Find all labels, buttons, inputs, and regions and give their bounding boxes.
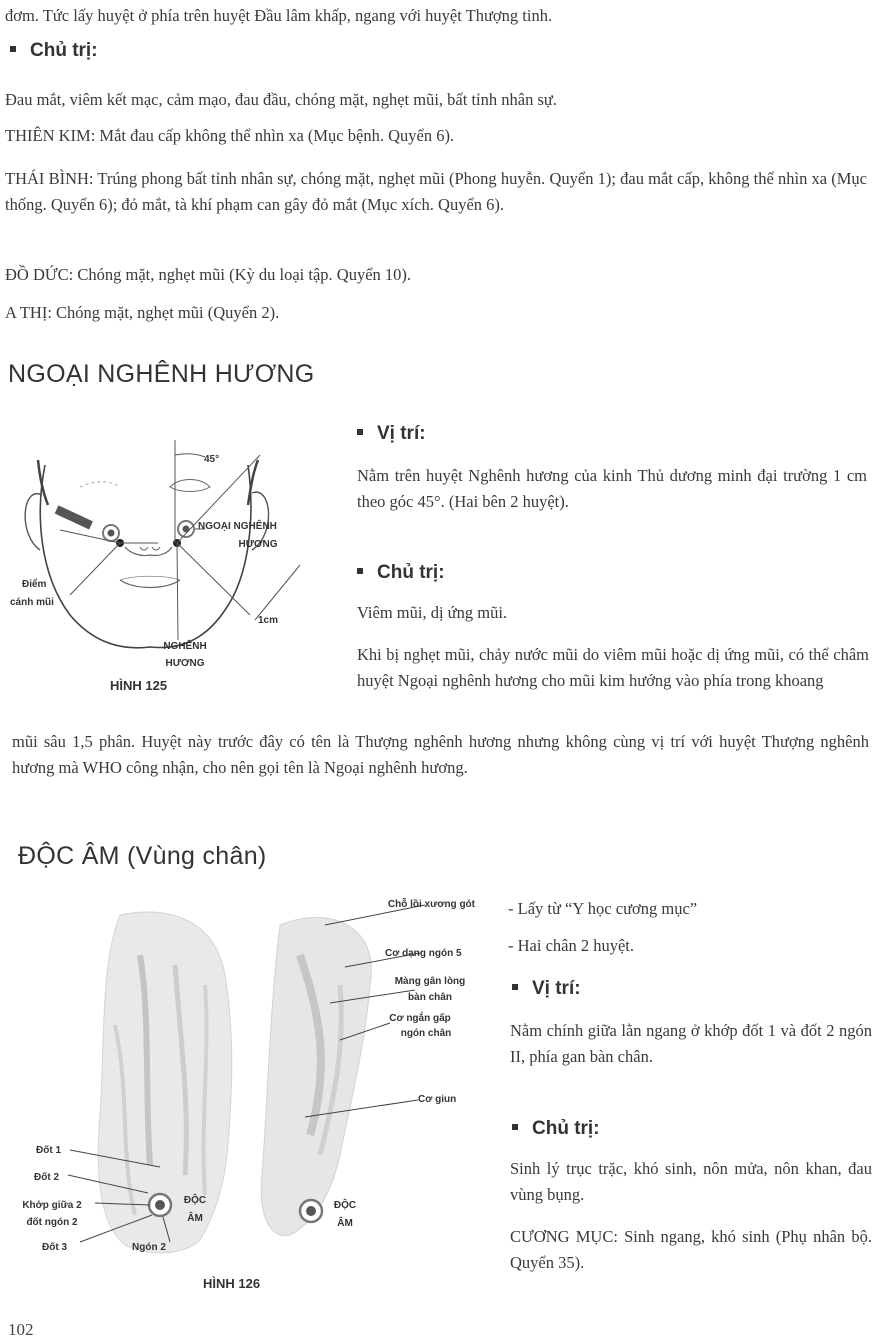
thien-kim-text: THIÊN KIM: Mắt đau cấp không thể nhìn xa (Mục bệnh. Quyển 6). (5, 126, 455, 145)
label-mang-gan-1: Màng gân lòng (394, 976, 466, 987)
bullet-icon (512, 984, 518, 990)
label-doc-am-left-2: ÂM (187, 1213, 203, 1224)
label-co-giun: Cơ giun (418, 1094, 457, 1105)
label-dot2: Đốt 2 (34, 1172, 59, 1183)
label-dot3: Đốt 3 (42, 1242, 67, 1253)
thai-binh-text: THÁI BÌNH: Trúng phong bất tỉnh nhân sự, chóng mặt, nghẹt mũi (Phong huyễn. Quyển 1); đau mắt cấp, không thể nhìn xa (Mục thống. Quyển 6); đỏ mắt, tà khí phạm can gây đỏ mắt (Mục xích. Quyển 6). (5, 169, 867, 214)
vi-tri-heading-2: Vị trí: (512, 978, 581, 1000)
label-ngoai-nghenh: NGOẠI NGHÊNH (198, 521, 277, 532)
label-doc-am-right-2: ÂM (337, 1218, 353, 1229)
label-dot1: Đốt 1 (36, 1145, 61, 1156)
line-lay-tu: - Lấy từ “Y học cương mục” (508, 899, 698, 918)
vi-tri-heading-1: Vị trí: (357, 423, 426, 445)
label-ngoai-huong: HƯƠNG (238, 539, 278, 550)
section-title-doc-am: ĐỘC ÂM (Vùng chân) (18, 842, 267, 870)
label-1cm: 1cm (258, 615, 279, 626)
para-full-1: mũi sâu 1,5 phân. Huyệt này trước đây có tên là Thượng nghênh hương nhưng không cùng vị trí với huyệt Thượng nghênh hương mà WHO công nhận, cho nên gọi tên là Ngoại nghênh hương. (12, 732, 869, 777)
do-duc-text: ĐỒ DỨC: Chóng mặt, nghẹt mũi (Kỳ du loại tập. Quyển 10). (5, 265, 412, 284)
vi-tri-text-2: Nằm chính giữa lằn ngang ở khớp đốt 1 và đốt 2 ngón II, phía gan bàn chân. (510, 1021, 872, 1066)
caption-hinh-125: HÌNH 125 (110, 678, 168, 693)
label-khop-2: đốt ngón 2 (26, 1217, 78, 1228)
label-canh-mui: cánh mũi (10, 597, 54, 608)
label-co-dang: Cơ dạng ngón 5 (385, 948, 462, 959)
label-doc-am-left-1: ĐỘC (183, 1195, 207, 1206)
line-hai-chan: - Hai chân 2 huyệt. (508, 936, 634, 955)
figure-126-feet (0, 895, 495, 1295)
label-diem: Điểm (22, 579, 47, 590)
chu-tri-text-1: Viêm mũi, dị ứng mũi. (357, 603, 508, 622)
bullet-icon (10, 46, 16, 52)
label-khop-1: Khớp giữa 2 (22, 1200, 82, 1211)
label-mang-gan-2: bàn chân (408, 992, 452, 1003)
bullet-icon (512, 1124, 518, 1130)
label-ngon2: Ngón 2 (132, 1242, 166, 1253)
chu-tri-heading-2: Chủ trị: (512, 1118, 600, 1140)
chu-tri-text-2: Sinh lý trục trặc, khó sinh, nôn mửa, nôn khan, đau vùng bụng. (510, 1159, 872, 1204)
label-co-ngan-2: ngón chân (400, 1028, 452, 1039)
label-co-ngan-1: Cơ ngắn gấp (389, 1013, 451, 1024)
vi-tri-text-1: Nằm trên huyệt Nghênh hương của kinh Thủ dương minh đại trường 1 cm theo góc 45°. (Hai bên 2 huyệt). (357, 466, 867, 511)
chu-tri-heading-1: Chủ trị: (357, 562, 445, 584)
bullet-icon (357, 429, 363, 435)
chu-tri-heading-top: Chủ trị: (10, 40, 98, 62)
page-number: 102 (8, 1320, 34, 1339)
a-thi-text: A THỊ: Chóng mặt, nghẹt mũi (Quyển 2). (5, 303, 280, 322)
chu-tri-text-top: Đau mắt, viêm kết mạc, cảm mạo, đau đầu, chóng mặt, nghẹt mũi, bất tỉnh nhân sự. (5, 90, 557, 109)
angle-label: 45° (204, 454, 220, 465)
cuong-muc-text: CƯƠNG MỤC: Sinh ngang, khó sinh (Phụ nhân bộ. Quyển 35). (510, 1227, 872, 1272)
caption-hinh-126: HÌNH 126 (203, 1276, 261, 1291)
section-title-ngoai-nghenh-huong: NGOẠI NGHÊNH HƯƠNG (8, 360, 315, 388)
label-huong: HƯƠNG (165, 658, 205, 669)
bullet-icon (357, 568, 363, 574)
label-nghenh: NGHÊNH (163, 641, 207, 652)
para-right-1: Khi bị nghẹt mũi, chảy nước mũi do viêm mũi hoặc dị ứng mũi, có thể châm huyệt Ngoại nghênh hương cho mũi kim hướng vào phía trong khoang (357, 645, 869, 690)
label-doc-am-right-1: ĐỘC (333, 1200, 357, 1211)
figure-125-face (0, 425, 340, 705)
label-cho-loi: Chỗ lồi xương gót (387, 899, 475, 910)
top-line: đơm. Tức lấy huyệt ở phía trên huyệt Đầu lâm khấp, ngang với huyệt Thượng tinh. (5, 6, 553, 25)
